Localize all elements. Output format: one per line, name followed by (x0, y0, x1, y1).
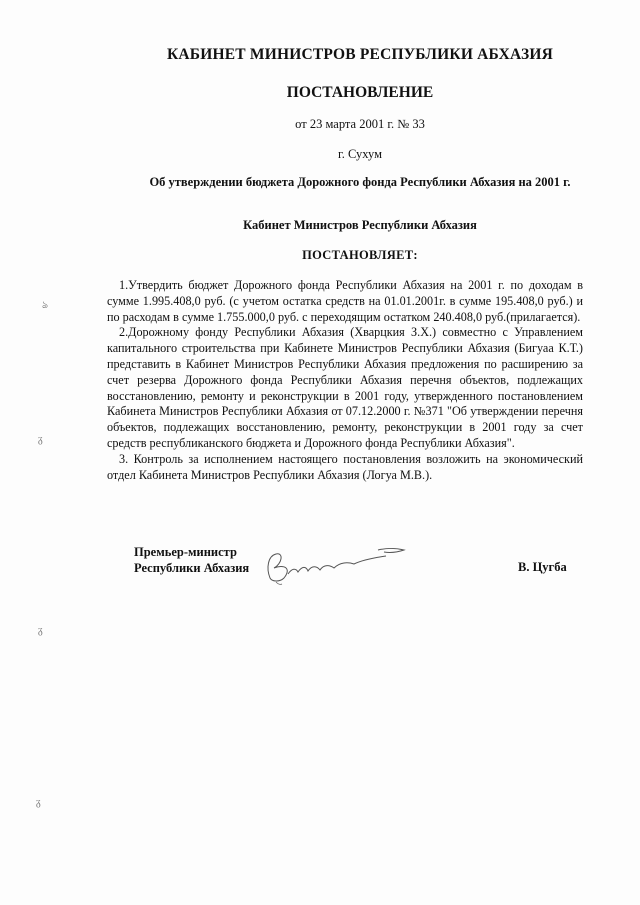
scan-mark: ᵹ (38, 625, 43, 636)
organization-title: КАБИНЕТ МИНИСТРОВ РЕСПУБЛИКИ АБХАЗИЯ (166, 46, 554, 63)
paragraph-3: 3. Контроль за исполнением настоящего постановления возложить на экономический отдел Кабинета Министров Республики Абхазия (Логуа М.В.). (107, 451, 583, 482)
paragraph-1: 1.Утвердить бюджет Дорожного фонда Республики Абхазия на 2001 г. по доходам в сумме 1.995.408,0 руб. (с учетом остатка средств на 01.01.2001г. в сумме 195.408,0 руб.) и по расходам в сумме 1.755.000,0 руб. с переходящим остатком 240.408,0 руб.(прилагается). (107, 278, 583, 324)
document-type: ПОСТАНОВЛЕНИЕ (286, 84, 434, 101)
issuing-body: Кабинет Министров Республики Абхазия (243, 218, 477, 232)
scan-mark: ঌ (42, 300, 49, 311)
signatory-title (134, 544, 249, 576)
paragraph-2: 2.Дорожному фонду Республики Абхазия (Хварцкия З.Х.) совместно с Управлением капитального строительства при Кабинете Министров Республики Абхазия (Бигуаа К.Т.) представить в Кабинет Министров Республики Абхазия предложения по расширению за счет резерва Дорожного фонда Республики Абхазия перечня объектов, подлежащих восстановлению, ремонту и реконструкции в 2001 году, утвержденного постановлением Кабинета Министров Республики Абхазия от 07.12.2000 г. №371 "Об утверждении перечня объектов, подлежащих восстановлению, ремонту, реконструкции в 2001 году за счет средств республиканского бюджета и Дорожного фонда Республики Абхазия". (107, 325, 583, 450)
scan-mark: ᵹ (36, 797, 41, 808)
scan-mark: ᵹ (38, 434, 43, 445)
signatory-title-line2: Республики Абхазия (134, 561, 250, 575)
signatory-title-line1: Премьер-министр (134, 545, 237, 559)
date-number: от 23 марта 2001 г. № 33 (295, 117, 425, 131)
handwritten-signature (262, 538, 422, 588)
decree-word: ПОСТАНОВЛЯЕТ: (302, 248, 418, 262)
signer-name: В. Цугба (518, 560, 567, 574)
city: г. Сухум (337, 147, 382, 161)
document-subject: Об утверждении бюджета Дорожного фонда Республики Абхазия на 2001 г. (149, 175, 571, 189)
document-body (107, 278, 583, 483)
